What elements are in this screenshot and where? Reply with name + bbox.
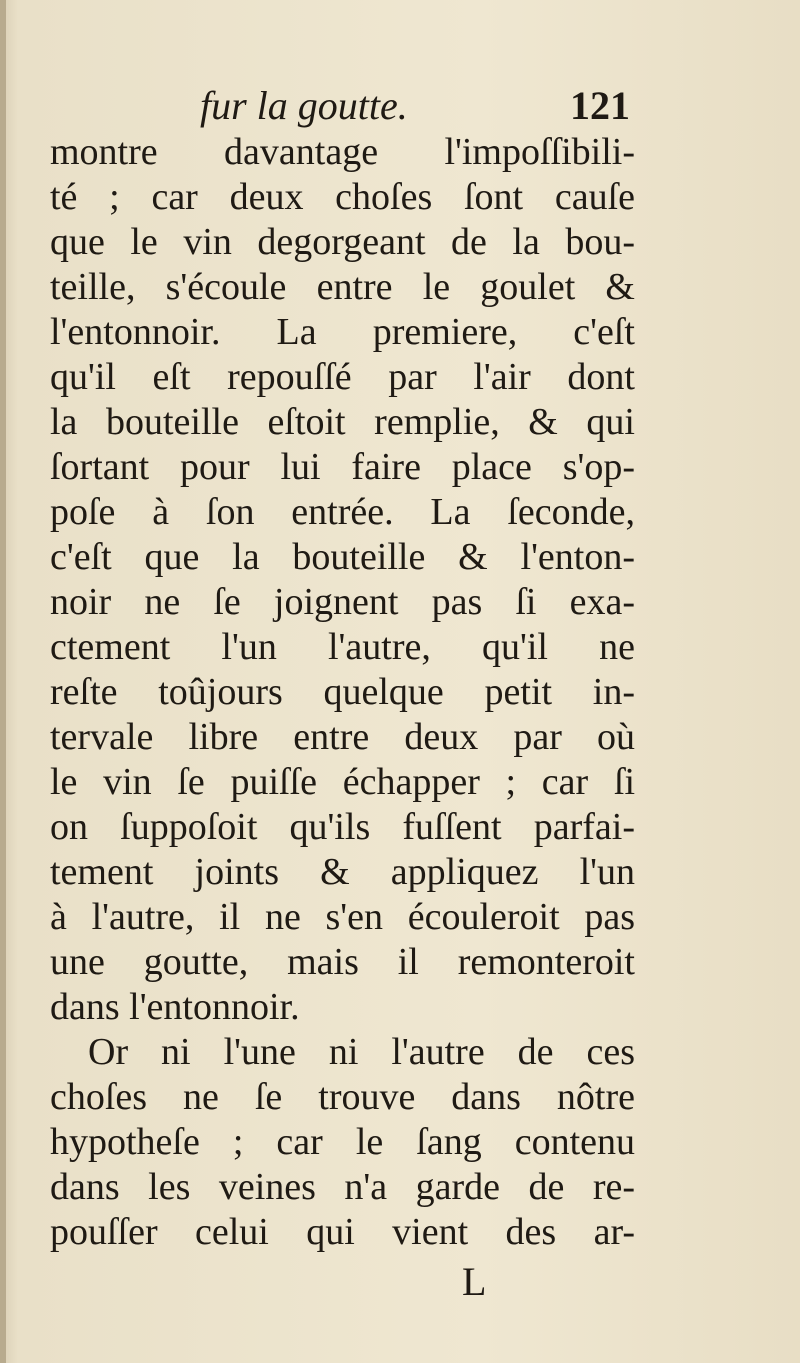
body-text <box>50 130 635 1255</box>
paragraph-1 <box>50 130 635 1030</box>
text-line: la bouteille eſtoit remplie, & qui <box>50 401 635 443</box>
text-line: à l'autre, il ne s'en écouleroit pas <box>50 896 635 938</box>
text-line: une goutte, mais il remonteroit <box>50 941 635 983</box>
text-line: ſortant pour lui faire place s'op- <box>50 446 635 488</box>
text-line: que le vin degorgeant de la bou- <box>50 221 635 263</box>
text-line: c'eſt que la bouteille & l'enton- <box>50 536 635 578</box>
text-line: hypotheſe ; car le ſang contenu <box>50 1121 635 1163</box>
text-line: l'entonnoir. La premiere, c'eſt <box>50 311 635 353</box>
text-line: poſe à ſon entrée. La ſeconde, <box>50 491 635 533</box>
page-number: 121 <box>570 83 630 128</box>
text-line: dans les veines n'a garde de re- <box>50 1166 635 1208</box>
text-line: choſes ne ſe trouve dans nôtre <box>50 1076 635 1118</box>
text-line: tement joints & appliquez l'un <box>50 851 635 893</box>
paragraph-2 <box>50 1030 635 1255</box>
text-line: Or ni l'une ni l'autre de ces <box>88 1031 635 1073</box>
text-line: on ſuppoſoit qu'ils fuſſent parfai- <box>50 806 635 848</box>
text-line: pouſſer celui qui vient des ar- <box>50 1211 635 1253</box>
text-line: le vin ſe puiſſe échapper ; car ſi <box>50 761 635 803</box>
text-line: tervale libre entre deux par où <box>50 716 635 758</box>
text-line: dans l'entonnoir. <box>50 986 300 1028</box>
signature-mark: L <box>462 1259 487 1304</box>
page-header <box>200 82 630 132</box>
running-head: fur la goutte. <box>200 83 408 128</box>
text-line: ctement l'un l'autre, qu'il ne <box>50 626 635 668</box>
text-line: noir ne ſe joignent pas ſi exa- <box>50 581 635 623</box>
text-line: té ; car deux choſes ſont cauſe <box>50 176 635 218</box>
text-line: montre davantage l'impoſſibili- <box>50 131 635 173</box>
page-edge <box>0 0 6 1363</box>
text-line: reſte toûjours quelque petit in- <box>50 671 635 713</box>
text-line: qu'il eſt repouſſé par l'air dont <box>50 356 635 398</box>
text-line: teille, s'écoule entre le goulet & <box>50 266 635 308</box>
